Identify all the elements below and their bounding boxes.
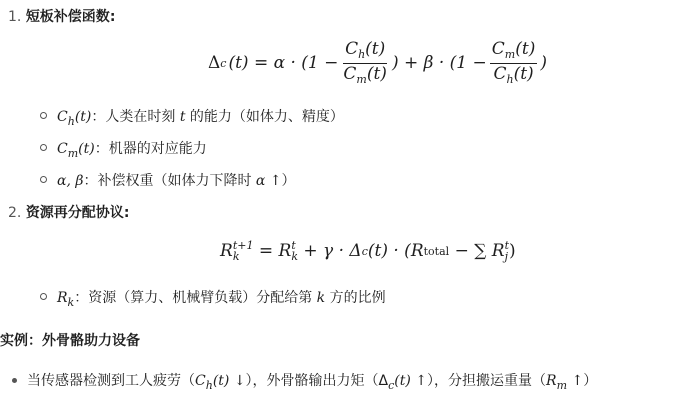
- formula-term: R: [220, 241, 233, 261]
- math-var: t: [179, 109, 186, 125]
- formula-term: (t): [515, 39, 536, 60]
- item-text: 方的比例: [325, 290, 386, 306]
- math-var: k: [316, 290, 326, 306]
- math-sub: h: [67, 115, 75, 128]
- formula-sub: h: [506, 72, 514, 86]
- math-arg: (t) ↓: [212, 373, 246, 389]
- list-item: [40, 138, 207, 160]
- math-arg: ↑: [567, 373, 584, 389]
- formula-term: ): [540, 53, 547, 73]
- frac-num: C: [491, 39, 505, 60]
- formula-term: − ∑ R: [449, 241, 505, 261]
- item-text: 的能力（如体力、精度）: [185, 109, 344, 125]
- section-heading-1: [8, 6, 115, 26]
- section-heading-2: [8, 202, 129, 222]
- formula-term: + γ · Δ: [298, 241, 362, 261]
- frac-num: C: [345, 39, 359, 60]
- formula-sup: t+1: [232, 239, 254, 252]
- formula-sub: c: [361, 244, 368, 258]
- bullet-circle-icon: [40, 293, 47, 300]
- bullet-circle-icon: [40, 176, 47, 183]
- item-text: ）: [281, 173, 296, 189]
- math-var: C: [57, 109, 68, 125]
- math-var: R: [546, 373, 557, 389]
- item-text: ）: [583, 373, 598, 389]
- formula-sup: t: [291, 239, 296, 252]
- fraction-2: [490, 40, 538, 85]
- formula-term: R: [278, 241, 292, 261]
- formula-sub: k: [232, 250, 240, 263]
- math-var: α, β: [57, 173, 84, 189]
- formula-sub: m: [504, 48, 516, 62]
- math-sub: k: [67, 296, 75, 309]
- formula-sub: j: [504, 250, 508, 263]
- heading-text: 短板补偿函数: [25, 9, 110, 25]
- item-text: ），分担搬运重量（: [427, 373, 547, 389]
- formula-redistribution: [220, 232, 516, 270]
- formula-term: (t): [366, 63, 387, 84]
- math-var: α ↑: [255, 173, 282, 189]
- formula-sup: t: [504, 239, 509, 252]
- formula-sub: c: [220, 56, 227, 70]
- formula-term: ) + β · (1 −: [391, 53, 487, 73]
- formula-compensation: [208, 38, 547, 88]
- item-text: ：资源（算力、机械臂负载）分配给第: [74, 290, 317, 306]
- heading-colon: :: [109, 9, 116, 25]
- formula-term: ): [509, 241, 516, 261]
- math-sub: c: [388, 379, 395, 392]
- list-number: 2.: [8, 205, 22, 221]
- bullet-dot-icon: [12, 378, 17, 383]
- list-item: [40, 287, 386, 309]
- list-number: 1.: [8, 9, 22, 25]
- item-text: ），外骨骼输出力矩（: [245, 373, 379, 389]
- formula-sub: total: [423, 244, 450, 258]
- math-sub: h: [205, 379, 213, 392]
- heading-colon: :: [123, 205, 130, 221]
- formula-term: (t): [513, 63, 534, 84]
- formula-term: Δ: [208, 53, 221, 73]
- formula-term: (t): [365, 39, 386, 60]
- item-text: 当传感器检测到工人疲劳（: [27, 373, 195, 389]
- frac-den: C: [493, 63, 507, 84]
- frac-den: C: [343, 63, 357, 84]
- math-sub: m: [556, 379, 568, 392]
- math-var: Δ: [378, 373, 389, 389]
- formula-sub: k: [291, 250, 298, 263]
- example-list-item: [12, 370, 597, 392]
- math-sub: m: [67, 147, 79, 160]
- list-item: [40, 170, 296, 190]
- formula-sub: h: [358, 48, 366, 62]
- math-var: C: [57, 141, 68, 157]
- list-item: [40, 106, 344, 128]
- formula-sub: m: [356, 72, 367, 86]
- formula-term: (t) · (R: [367, 241, 424, 261]
- math-arg: (t): [78, 141, 95, 157]
- item-text: ：机器的对应能力: [94, 141, 207, 157]
- math-arg: (t): [74, 109, 92, 125]
- math-arg: (t) ↑: [394, 373, 428, 389]
- item-text: ：补偿权重（如体力下降时: [83, 173, 256, 189]
- item-text: ：人类在时刻: [91, 109, 180, 125]
- example-heading: 实例：外骨骼助力设备: [0, 333, 140, 349]
- heading-text: 资源再分配协议: [25, 205, 124, 221]
- fraction-1: [341, 40, 389, 85]
- math-var: C: [195, 373, 206, 389]
- bullet-circle-icon: [40, 112, 47, 119]
- formula-term: (t) = α · (1 −: [228, 53, 339, 73]
- math-var: R: [57, 290, 68, 306]
- bullet-circle-icon: [40, 144, 47, 151]
- formula-term: =: [253, 241, 279, 261]
